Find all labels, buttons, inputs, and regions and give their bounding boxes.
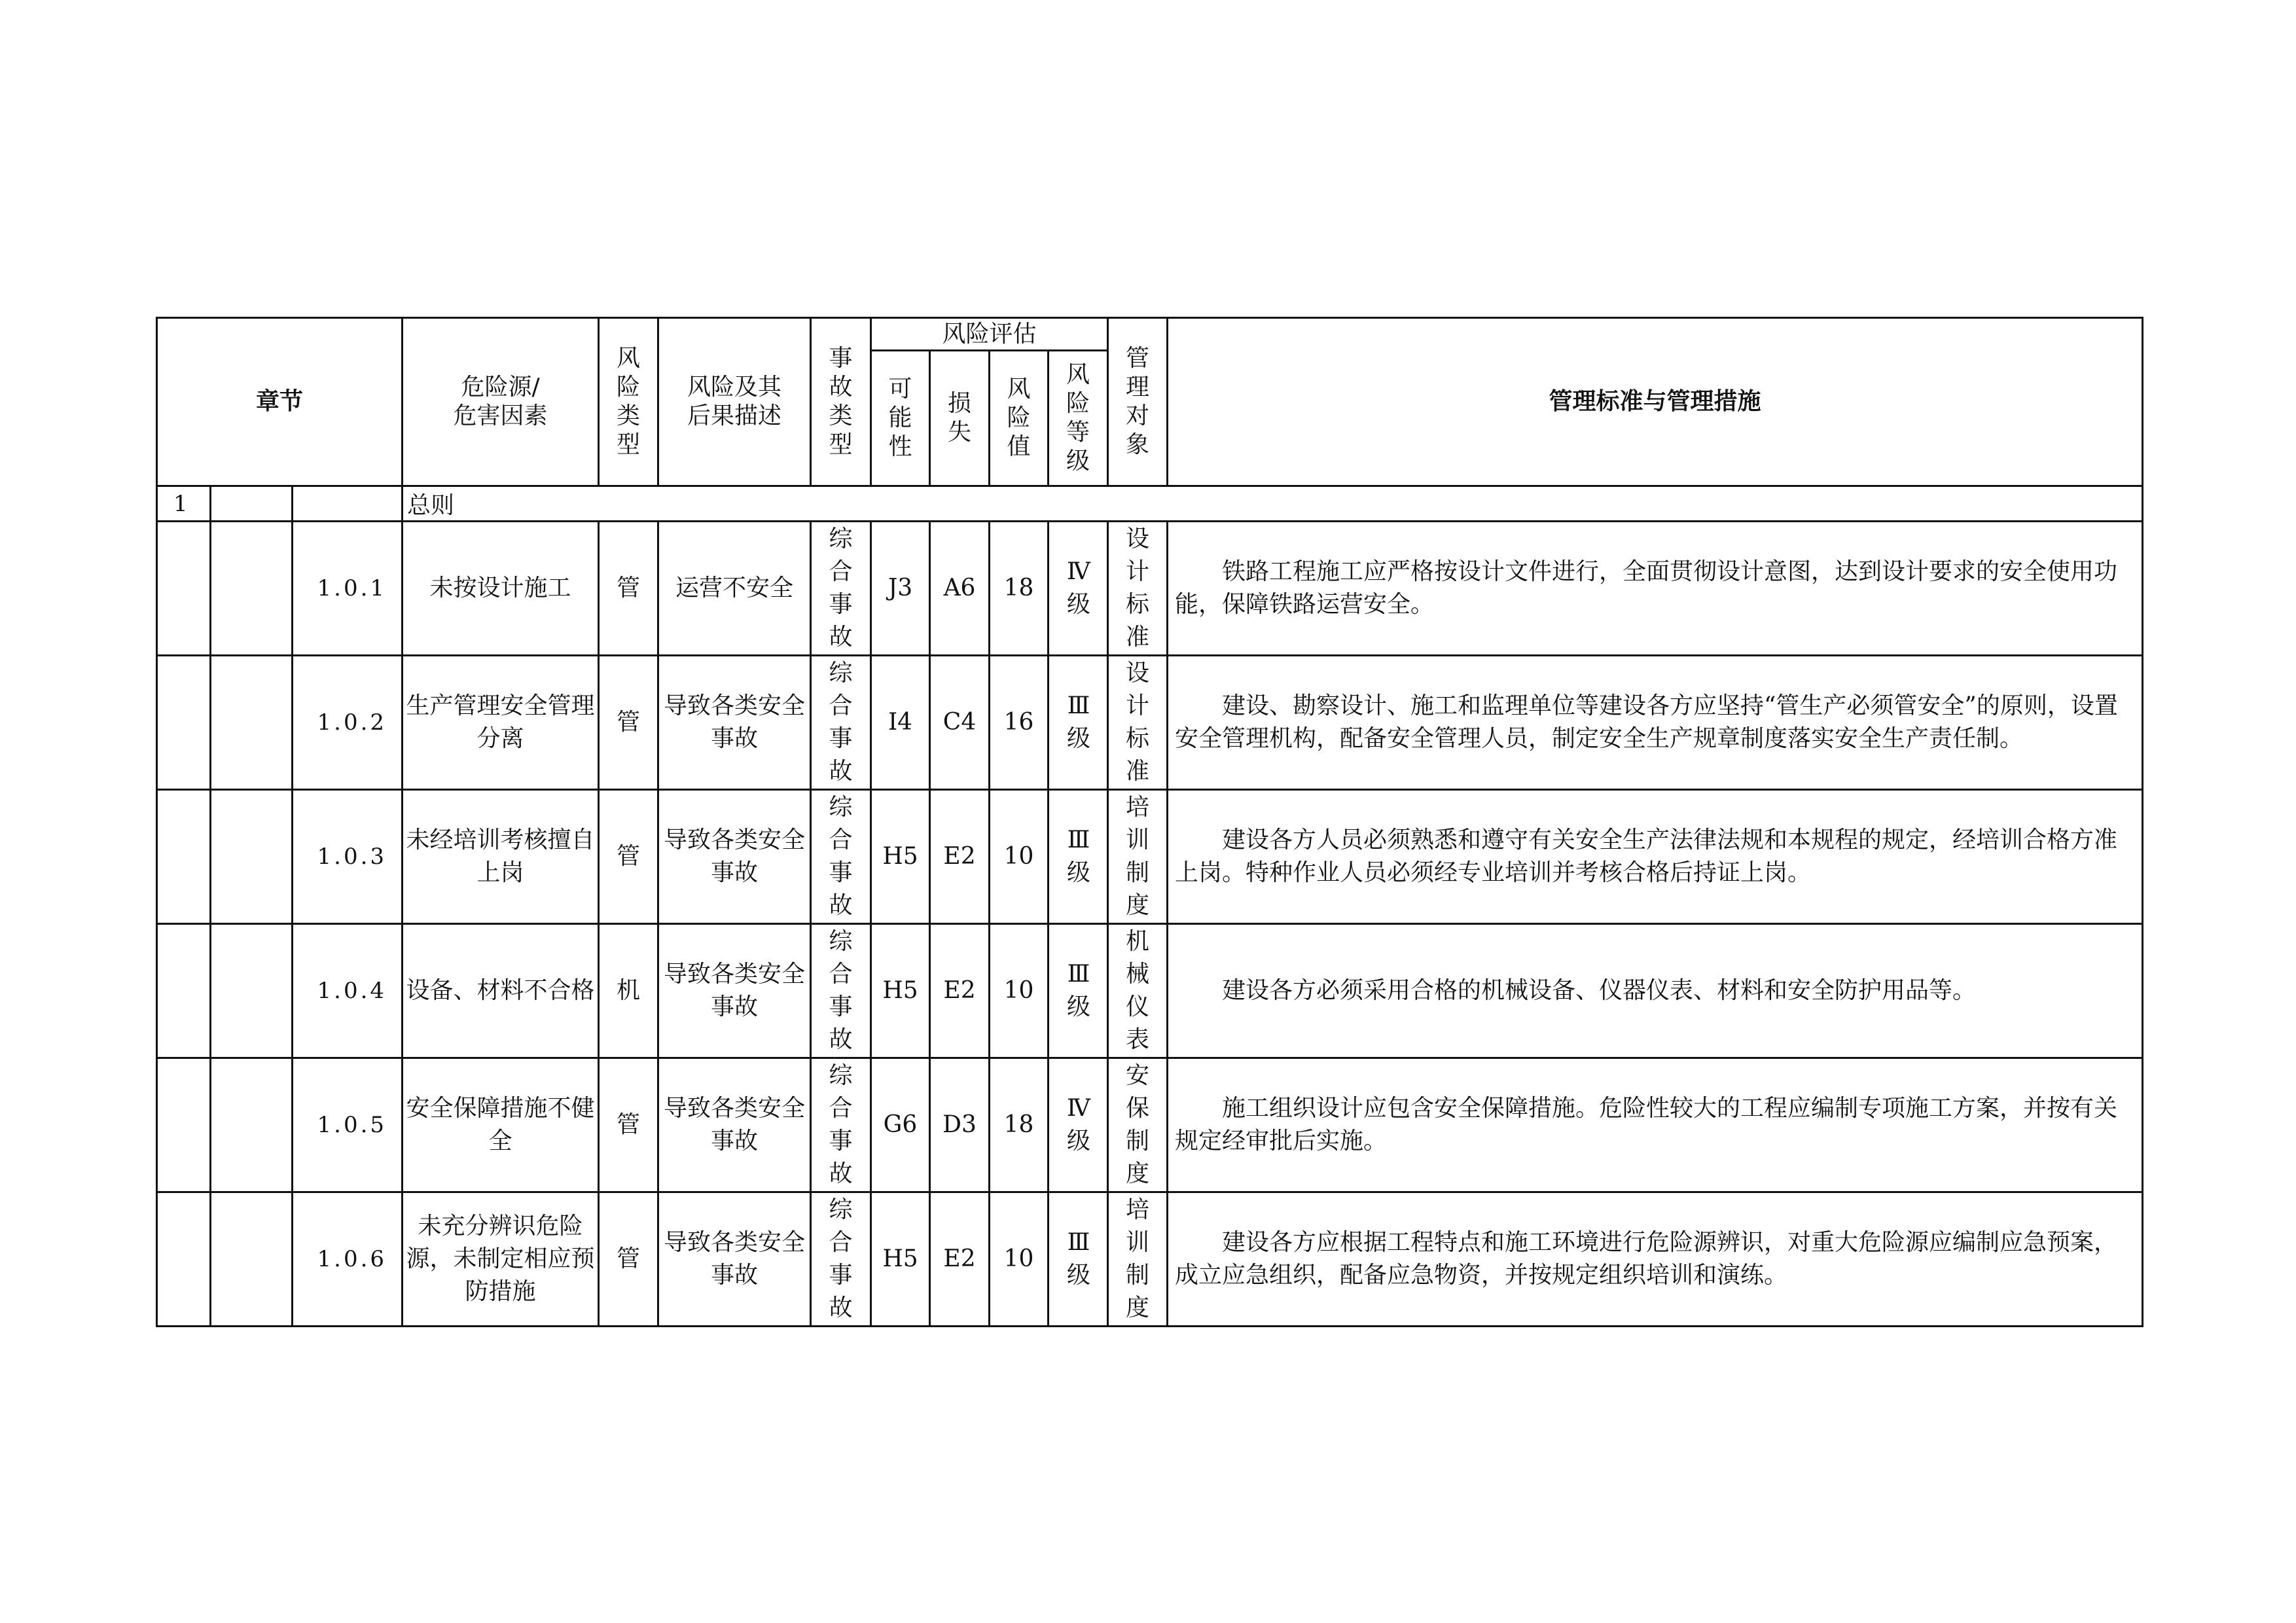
risk-type-cell: 管 [599, 656, 658, 790]
hazard-cell: 安全保障措施不健全 [403, 1058, 599, 1192]
table-row [157, 522, 2143, 656]
risk-type-cell: 机 [599, 924, 658, 1058]
risk-level-cell: Ⅳ级 [1049, 1058, 1108, 1192]
management-object-cell: 设计标准 [1108, 656, 1168, 790]
loss-cell: E2 [930, 924, 990, 1058]
risk-type-cell: 管 [599, 790, 658, 924]
section-number: 1 [157, 486, 211, 522]
hazard-cell: 生产管理安全管理分离 [403, 656, 599, 790]
blank-cell [211, 656, 293, 790]
accident-type-cell: 综合事故 [811, 790, 871, 924]
loss-cell: E2 [930, 790, 990, 924]
risk-value-cell: 10 [990, 1192, 1049, 1327]
hazard-cell: 未经培训考核擅自上岗 [403, 790, 599, 924]
accident-type-cell: 综合事故 [811, 1192, 871, 1327]
accident-type-cell: 综合事故 [811, 656, 871, 790]
hazard-cell: 未按设计施工 [403, 522, 599, 656]
header-risk-assessment: 风险评估 [871, 318, 1108, 351]
risk-value-cell: 10 [990, 924, 1049, 1058]
header-risk-description: 风险及其 后果描述 [658, 318, 811, 486]
risk-type-cell: 管 [599, 1192, 658, 1327]
risk-level-cell: Ⅲ级 [1049, 1192, 1108, 1327]
loss-cell: C4 [930, 656, 990, 790]
possibility-cell: I4 [871, 656, 930, 790]
risk-level-cell: Ⅲ级 [1049, 790, 1108, 924]
blank-cell [157, 1192, 211, 1327]
risk-value-cell: 16 [990, 656, 1049, 790]
header-risk-value: 风险值 [990, 351, 1049, 486]
risk-type-cell: 管 [599, 1058, 658, 1192]
risk-assessment-sheet [156, 317, 2142, 1327]
blank-cell [157, 656, 211, 790]
possibility-cell: H5 [871, 924, 930, 1058]
measure-cell: 建设各方应根据工程特点和施工环境进行危险源辨识，对重大危险源应编制应急预案，成立应急组织，配备应急物资，并按规定组织培训和演练。 [1168, 1192, 2143, 1327]
risk-type-cell: 管 [599, 522, 658, 656]
table-row [157, 924, 2143, 1058]
measure-cell: 建设各方人员必须熟悉和遵守有关安全生产法律法规和本规程的规定，经培训合格方准上岗。特种作业人员必须经专业培训并考核合格后持证上岗。 [1168, 790, 2143, 924]
risk-value-cell: 10 [990, 790, 1049, 924]
risk-level-cell: Ⅲ级 [1049, 656, 1108, 790]
risk-description-cell: 导致各类安全事故 [658, 1058, 811, 1192]
clause-code: 1.0.4 [293, 924, 403, 1058]
clause-code: 1.0.5 [293, 1058, 403, 1192]
clause-code: 1.0.6 [293, 1192, 403, 1327]
measure-cell: 建设、勘察设计、施工和监理单位等建设各方应坚持“管生产必须管安全”的原则，设置安全管理机构，配备安全管理人员，制定安全生产规章制度落实安全生产责任制。 [1168, 656, 2143, 790]
possibility-cell: J3 [871, 522, 930, 656]
risk-description-cell: 导致各类安全事故 [658, 924, 811, 1058]
loss-cell: D3 [930, 1058, 990, 1192]
header-possibility: 可能性 [871, 351, 930, 486]
section-title: 总则 [403, 486, 2143, 522]
header-hazard: 危险源/ 危害因素 [403, 318, 599, 486]
blank-cell [211, 1192, 293, 1327]
risk-description-cell: 导致各类安全事故 [658, 656, 811, 790]
risk-description-cell: 运营不安全 [658, 522, 811, 656]
accident-type-cell: 综合事故 [811, 522, 871, 656]
measure-cell: 铁路工程施工应严格按设计文件进行，全面贯彻设计意图，达到设计要求的安全使用功能，保障铁路运营安全。 [1168, 522, 2143, 656]
loss-cell: A6 [930, 522, 990, 656]
risk-description-cell: 导致各类安全事故 [658, 1192, 811, 1327]
header-risk-level: 风险等级 [1049, 351, 1108, 486]
management-object-cell: 安保制度 [1108, 1058, 1168, 1192]
loss-cell: E2 [930, 1192, 990, 1327]
risk-assessment-table [156, 317, 2144, 1327]
header-management-object: 管理对象 [1108, 318, 1168, 486]
header-chapter: 章节 [157, 318, 403, 486]
management-object-cell: 机械仪表 [1108, 924, 1168, 1058]
risk-level-cell: Ⅲ级 [1049, 924, 1108, 1058]
clause-code: 1.0.2 [293, 656, 403, 790]
hazard-cell: 设备、材料不合格 [403, 924, 599, 1058]
table-row [157, 790, 2143, 924]
risk-description-cell: 导致各类安全事故 [658, 790, 811, 924]
header-accident-type: 事故类型 [811, 318, 871, 486]
blank-cell [157, 522, 211, 656]
accident-type-cell: 综合事故 [811, 924, 871, 1058]
blank-cell [211, 924, 293, 1058]
measure-cell: 建设各方必须采用合格的机械设备、仪器仪表、材料和安全防护用品等。 [1168, 924, 2143, 1058]
header-risk-type: 风险类型 [599, 318, 658, 486]
clause-code: 1.0.3 [293, 790, 403, 924]
measure-cell: 施工组织设计应包含安全保障措施。危险性较大的工程应编制专项施工方案，并按有关规定经审批后实施。 [1168, 1058, 2143, 1192]
management-object-cell: 培训制度 [1108, 1192, 1168, 1327]
section-blank-cell [293, 486, 403, 522]
clause-code: 1.0.1 [293, 522, 403, 656]
risk-level-cell: Ⅳ级 [1049, 522, 1108, 656]
possibility-cell: H5 [871, 1192, 930, 1327]
blank-cell [157, 790, 211, 924]
table-row [157, 656, 2143, 790]
possibility-cell: G6 [871, 1058, 930, 1192]
possibility-cell: H5 [871, 790, 930, 924]
blank-cell [211, 522, 293, 656]
hazard-cell: 未充分辨识危险源，未制定相应预防措施 [403, 1192, 599, 1327]
accident-type-cell: 综合事故 [811, 1058, 871, 1192]
header-loss: 损失 [930, 351, 990, 486]
header-management-measures: 管理标准与管理措施 [1168, 318, 2143, 486]
blank-cell [157, 924, 211, 1058]
section-row [157, 486, 2143, 522]
risk-value-cell: 18 [990, 522, 1049, 656]
blank-cell [211, 790, 293, 924]
table-row [157, 1058, 2143, 1192]
blank-cell [211, 1058, 293, 1192]
blank-cell [157, 1058, 211, 1192]
header-row-top [157, 318, 2143, 351]
section-blank-cell [211, 486, 293, 522]
management-object-cell: 培训制度 [1108, 790, 1168, 924]
table-row [157, 1192, 2143, 1327]
risk-value-cell: 18 [990, 1058, 1049, 1192]
management-object-cell: 设计标准 [1108, 522, 1168, 656]
